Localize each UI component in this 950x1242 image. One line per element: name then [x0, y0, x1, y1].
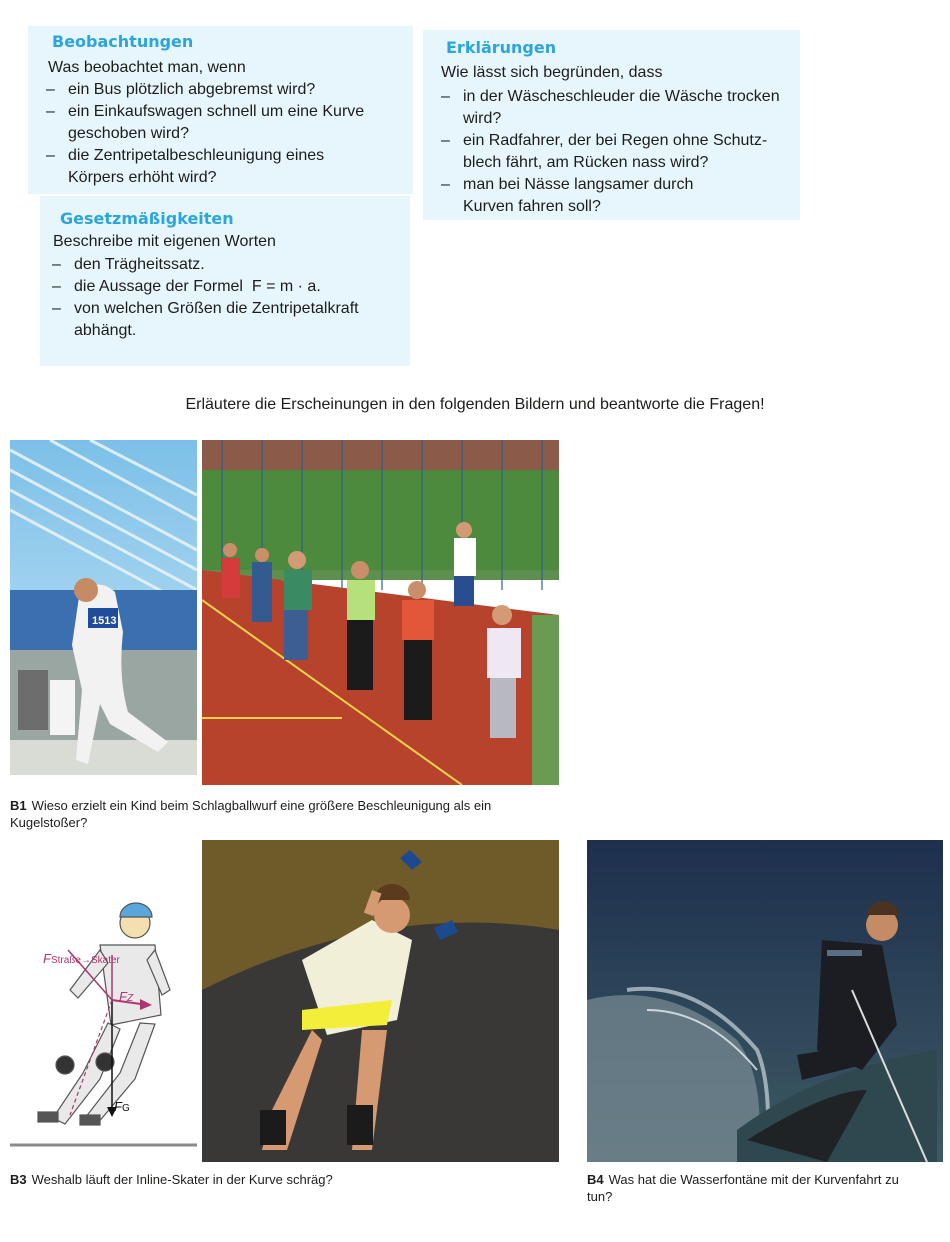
laws-intro: Beschreibe mit eigenen Worten [53, 233, 276, 250]
explanations-list [441, 86, 801, 218]
explanations-item: – man bei Nässe langsamer durch Kurven fahren soll? [441, 174, 733, 218]
explanations-heading: Erklärungen [446, 38, 557, 57]
observations-item: – die Zentripetalbeschleunigung eines Körpers erhöht wird? [46, 145, 358, 189]
force-centripetal-label: FZ [119, 989, 134, 1004]
explanations-intro: Wie lässt sich begründen, dass [441, 64, 663, 81]
caption-b3-label: B3 [10, 1172, 27, 1187]
caption-b1-text: Wieso erzielt ein Kind beim Schlagballwurf eine größere Beschleunigung als ein Kugelstoßer? [10, 798, 492, 830]
observations-list [46, 79, 396, 189]
instruction-text: Erläutere die Erscheinungen in den folgenden Bildern und beantworte die Fragen! [185, 396, 765, 413]
observations-item: – ein Bus plötzlich abgebremst wird? [46, 79, 396, 101]
observations-intro: Was beobachtet man, wenn [48, 59, 246, 76]
force-road-to-skater-label: FStraße→Skater [43, 951, 120, 966]
ball-throw-photo [202, 440, 559, 785]
water-ski-photo [587, 840, 943, 1162]
bib-number: 1513 [92, 615, 117, 627]
laws-item: – die Aussage der Formel F = m · a. [52, 276, 392, 298]
laws-heading: Gesetzmäßigkeiten [60, 209, 234, 228]
caption-b1 [10, 797, 560, 831]
caption-b3 [10, 1171, 555, 1188]
observations-item: – ein Einkaufswagen schnell um eine Kurve geschoben wird? [46, 101, 373, 145]
caption-b4-label: B4 [587, 1172, 604, 1187]
caption-b3-text: Weshalb läuft der Inline-Skater in der Kurve schräg? [31, 1172, 333, 1187]
laws-item: – von welchen Größen die Zentripetalkraft abhängt. [52, 298, 374, 342]
caption-b1-label: B1 [10, 798, 27, 813]
laws-item: – den Trägheitssatz. [52, 254, 392, 276]
caption-b4 [587, 1171, 927, 1205]
laws-list [52, 254, 392, 342]
shot-put-photo [10, 440, 197, 775]
force-diagram [10, 895, 197, 1150]
inline-skater-photo [202, 840, 559, 1162]
caption-b4-text: Was hat die Wasserfontäne mit der Kurvenfahrt zu tun? [587, 1172, 899, 1204]
explanations-item: – ein Radfahrer, der bei Regen ohne Schutz-blech fährt, am Rücken nass wird? [441, 130, 778, 174]
force-gravity-label: FG [114, 1099, 130, 1114]
observations-heading: Beobachtungen [52, 32, 194, 51]
explanations-item: – in der Wäscheschleuder die Wäsche trocken wird? [441, 86, 803, 130]
